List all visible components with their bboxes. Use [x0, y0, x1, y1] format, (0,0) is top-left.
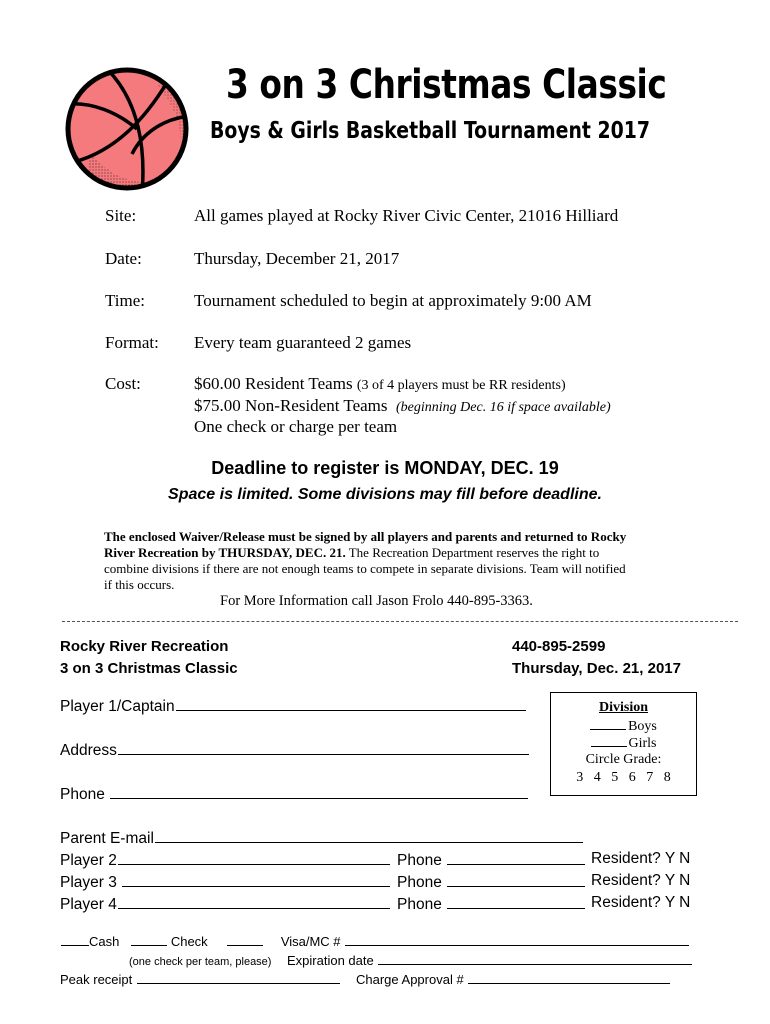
waiver-line-4: if this occurs. [104, 577, 175, 592]
peak-receipt-row [60, 972, 340, 987]
player2-resident[interactable]: Resident? Y N [591, 850, 691, 867]
org-name: Rocky River Recreation [60, 638, 229, 655]
payment-row [60, 934, 689, 949]
waiver-line-3: combine divisions if there are not enough teams to compete in separate divisions. Team will notified [104, 561, 626, 576]
phone-row [60, 784, 528, 804]
cost-nonresident: $75.00 Non-Resident Teams [194, 396, 388, 415]
cost-resident: $60.00 Resident Teams [194, 374, 353, 393]
charge-approval-row [356, 972, 670, 987]
time-value: Tournament scheduled to begin at approximately 9:00 AM [194, 291, 592, 310]
expiration-field[interactable] [378, 953, 692, 965]
player3-field[interactable] [122, 872, 390, 887]
address-field[interactable] [118, 740, 529, 755]
cost-resident-note: (3 of 4 players must be RR residents) [356, 378, 566, 393]
division-box [550, 692, 697, 796]
player4-resident[interactable]: Resident? Y N [591, 894, 691, 911]
peak-receipt-label: Peak receipt [60, 972, 133, 987]
expiration-row [287, 953, 692, 968]
site-value: All games played at Rocky River Civic Center, 21016 Hilliard [194, 206, 619, 225]
girls-blank[interactable] [591, 734, 627, 747]
player3-phone-field[interactable] [447, 872, 585, 887]
player3-label: Player 3 [60, 874, 117, 891]
deadline-notice: Deadline to register is MONDAY, DEC. 19 [211, 458, 559, 478]
check-blank[interactable] [131, 934, 167, 946]
division-title: Division [598, 700, 648, 715]
cost-label: Cost: [105, 374, 141, 393]
visa-blank[interactable] [227, 934, 263, 946]
player2-phone-field[interactable] [447, 850, 585, 865]
player3-resident[interactable]: Resident? Y N [591, 872, 691, 889]
player3-phone-label: Phone [397, 874, 442, 891]
date-value: Thursday, December 21, 2017 [194, 249, 400, 268]
player2-label: Player 2 [60, 852, 117, 869]
player1-label: Player 1/Captain [60, 698, 175, 715]
circle-grade-label: Circle Grade: [585, 752, 662, 767]
visa-label: Visa/MC # [280, 934, 341, 949]
waiver-deadline: River Recreation by THURSDAY, DEC. 21. [104, 545, 346, 560]
player3-row [60, 872, 390, 892]
player2-row [60, 850, 390, 870]
player2-phone-row [397, 850, 585, 870]
address-row [60, 740, 529, 760]
format-label: Format: [105, 333, 159, 352]
visa-number-field[interactable] [345, 934, 689, 946]
expiration-label: Expiration date [287, 953, 374, 968]
site-label: Site: [105, 206, 137, 225]
tournament-subtitle: Boys & Girls Basketball Tournament 2017 [210, 118, 650, 144]
phone-label: Phone [60, 786, 105, 803]
phone-field[interactable] [110, 784, 528, 799]
org-phone: 440-895-2599 [512, 638, 606, 655]
info-line: For More Information call Jason Frolo 440-895-3363. [220, 593, 533, 609]
tournament-title: 3 on 3 Christmas Classic [226, 62, 667, 108]
player1-row [60, 696, 526, 716]
time-label: Time: [105, 291, 146, 310]
cost-payment: One check or charge per team [194, 417, 398, 436]
waiver-line-1: The enclosed Waiver/Release must be signed by all players and parents and returned to Rocky [104, 529, 627, 544]
charge-approval-field[interactable] [468, 972, 670, 984]
player4-phone-field[interactable] [447, 894, 585, 909]
event-name: 3 on 3 Christmas Classic [60, 660, 238, 677]
player4-phone-label: Phone [397, 896, 442, 913]
player3-phone-row [397, 872, 585, 892]
waiver-line-2 [104, 545, 599, 561]
cost-nonresident-note: (beginning Dec. 16 if space available) [396, 400, 611, 415]
parent-email-label: Parent E-mail [60, 830, 154, 847]
player4-field[interactable] [118, 894, 390, 909]
date-label: Date: [105, 249, 142, 268]
event-date: Thursday, Dec. 21, 2017 [512, 660, 681, 677]
division-girls: Girls [628, 736, 657, 751]
grade-options[interactable]: 3 4 5 6 7 8 [576, 770, 671, 785]
basketball-logo [62, 64, 192, 194]
address-label: Address [60, 742, 117, 759]
charge-approval-label: Charge Approval # [356, 972, 464, 987]
player2-field[interactable] [118, 850, 390, 865]
cut-line [62, 621, 738, 622]
cost-resident-line [194, 374, 566, 394]
player4-phone-row [397, 894, 585, 914]
parent-email-field[interactable] [155, 828, 583, 843]
boys-blank[interactable] [590, 717, 626, 730]
division-boys: Boys [628, 719, 657, 734]
cost-nonresident-line [194, 396, 611, 416]
player4-row [60, 894, 390, 914]
division-boys-row [551, 717, 696, 735]
format-value: Every team guaranteed 2 games [194, 333, 412, 352]
space-limited-notice: Space is limited. Some divisions may fill before deadline. [168, 486, 602, 503]
player4-label: Player 4 [60, 896, 117, 913]
check-label: Check [170, 934, 208, 949]
waiver-line-2-rest: The Recreation Department reserves the right to [345, 545, 600, 560]
peak-receipt-field[interactable] [137, 972, 340, 984]
check-note: (one check per team, please) [129, 956, 272, 968]
division-girls-row [551, 734, 696, 752]
parent-email-row [60, 828, 583, 848]
cash-blank[interactable] [61, 934, 89, 946]
player1-field[interactable] [176, 696, 526, 711]
cash-label: Cash [89, 934, 120, 949]
player2-phone-label: Phone [397, 852, 442, 869]
